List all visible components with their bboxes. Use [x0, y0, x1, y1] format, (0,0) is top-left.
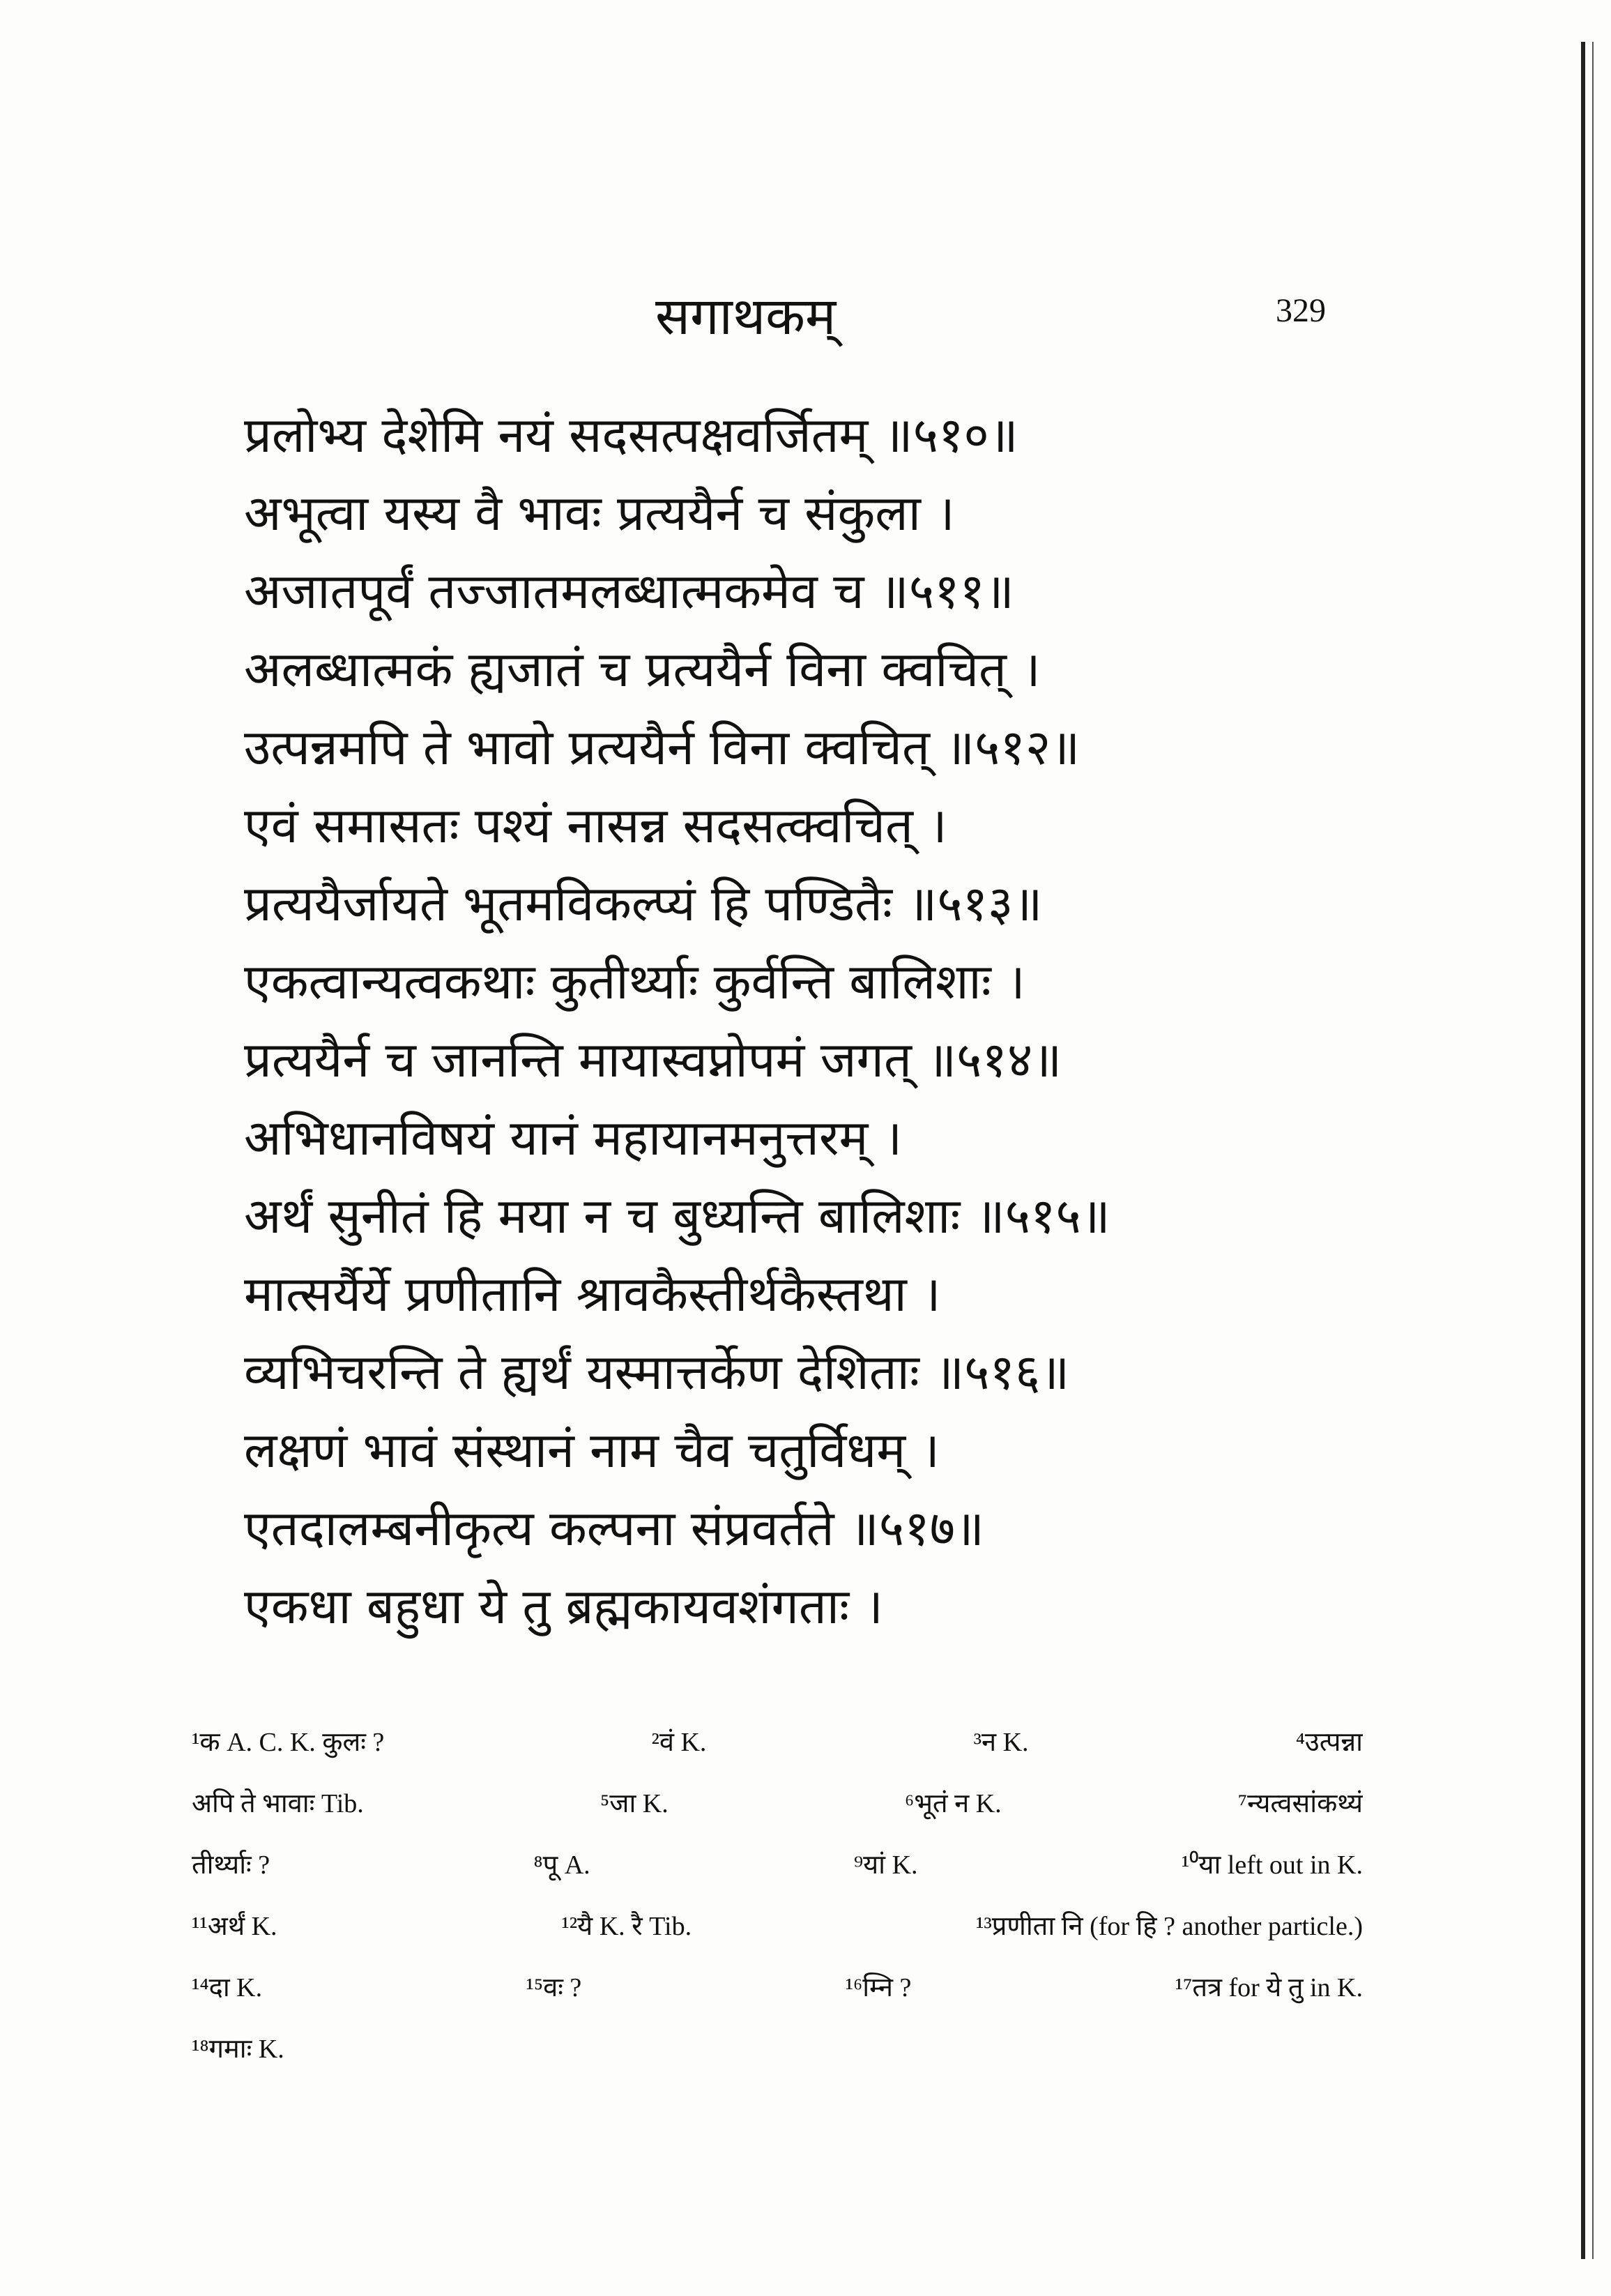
verse-line: प्रत्ययैर्जायते भूतमविकल्प्यं हि पण्डितैः ॥५१३॥	[244, 875, 1043, 932]
footnote: अपि ते भावाः Tib.	[192, 1789, 364, 1818]
footnote: ⁵जा K.	[600, 1789, 669, 1818]
footnote: ¹⁷तत्र for ये तु in K.	[1175, 1973, 1363, 2002]
footnotes	[192, 1712, 1363, 2080]
verse-line: अजातपूर्वं तज्जातमलब्धात्मकमेव च ॥५११॥	[244, 563, 1014, 620]
verse-line: व्यभिचरन्ति ते ह्यर्थं यस्मात्तर्केण देशिताः ॥५१६॥	[244, 1344, 1070, 1401]
verse-line: लक्षणं भावं संस्थानं नाम चैव चतुर्विधम् ।	[244, 1422, 940, 1479]
footnote: ¹⁰या left out in K.	[1181, 1850, 1363, 1880]
footnote-row	[192, 1896, 1363, 1957]
footnote: ¹⁴दा K.	[192, 1973, 263, 2002]
page-edge-rule-thin	[1592, 42, 1594, 2259]
verse-line: प्रलोभ्य देशेमि नयं सदसत्पक्षवर्जितम् ॥५१०॥	[244, 406, 1018, 464]
footnote-row	[192, 2018, 1363, 2080]
footnote-row	[192, 1834, 1363, 1896]
verse-line: मात्सर्यैर्ये प्रणीतानि श्रावकैस्तीर्थकैस्तथा ।	[244, 1265, 941, 1323]
page-edge-rule	[1581, 42, 1585, 2259]
running-title: सगाथकम्	[655, 287, 837, 347]
verse-line: अर्थं सुनीतं हि मया न च बुध्यन्ति बालिशाः ॥५१५॥	[244, 1187, 1110, 1245]
verse-line: एकत्वान्यत्वकथाः कुतीर्थ्याः कुर्वन्ति बालिशाः ।	[244, 953, 1025, 1010]
footnote: ²वं K.	[651, 1728, 707, 1757]
footnote: ³न K.	[973, 1728, 1029, 1757]
verse-line: एवं समासतः पश्यं नासन्न सदसत्क्वचित् ।	[244, 797, 947, 854]
footnote-row	[192, 1773, 1363, 1834]
verse-line: उत्पन्नमपि ते भावो प्रत्ययैर्न विना क्वचित् ॥५१२॥	[244, 719, 1081, 776]
verse-line: प्रत्ययैर्न च जानन्ति मायास्वप्नोपमं जगत् ॥५१४॥	[244, 1031, 1062, 1088]
verse-line: एकधा बहुधा ये तु ब्रह्मकायवशंगताः ।	[244, 1578, 883, 1635]
footnote: ¹²यै K. रै Tib.	[561, 1912, 692, 1941]
verse-line: अभूत्वा यस्य वै भावः प्रत्ययैर्न च संकुला ।	[244, 485, 955, 542]
footnote: ⁹यां K.	[853, 1850, 918, 1880]
footnote: ¹क A. C. K. कुलः ?	[192, 1728, 385, 1757]
footnote-row	[192, 1712, 1363, 1773]
footnote: ⁷न्यत्वसांकथ्यं	[1237, 1789, 1363, 1818]
footnote: ¹⁵वः ?	[526, 1973, 582, 2002]
footnote-row	[192, 1957, 1363, 2018]
page-number: 329	[1276, 292, 1326, 329]
footnote: ¹⁸गमाः K.	[192, 2035, 284, 2064]
verse-block	[244, 396, 1429, 1645]
page-header	[0, 279, 1611, 356]
footnote: ⁶भूतं न K.	[904, 1789, 1002, 1818]
verse-line: अलब्धात्मकं ह्यजातं च प्रत्ययैर्न विना क्वचित् ।	[244, 641, 1041, 698]
footnote: ⁴उत्पन्ना	[1295, 1728, 1363, 1757]
footnote: ⁸पू A.	[533, 1850, 590, 1880]
footnote: ¹⁶म्नि ?	[845, 1973, 912, 2002]
footnote: ¹³प्रणीता नि (for हि ? another particle.)	[975, 1912, 1363, 1941]
verse-line: एतदालम्बनीकृत्य कल्पना संप्रवर्तते ॥५१७॥	[244, 1500, 984, 1557]
footnote: ¹¹अर्थं K.	[192, 1912, 277, 1941]
verse-line: अभिधानविषयं यानं महायानमनुत्तरम् ।	[244, 1109, 903, 1166]
footnote: तीर्थ्याः ?	[192, 1850, 270, 1880]
